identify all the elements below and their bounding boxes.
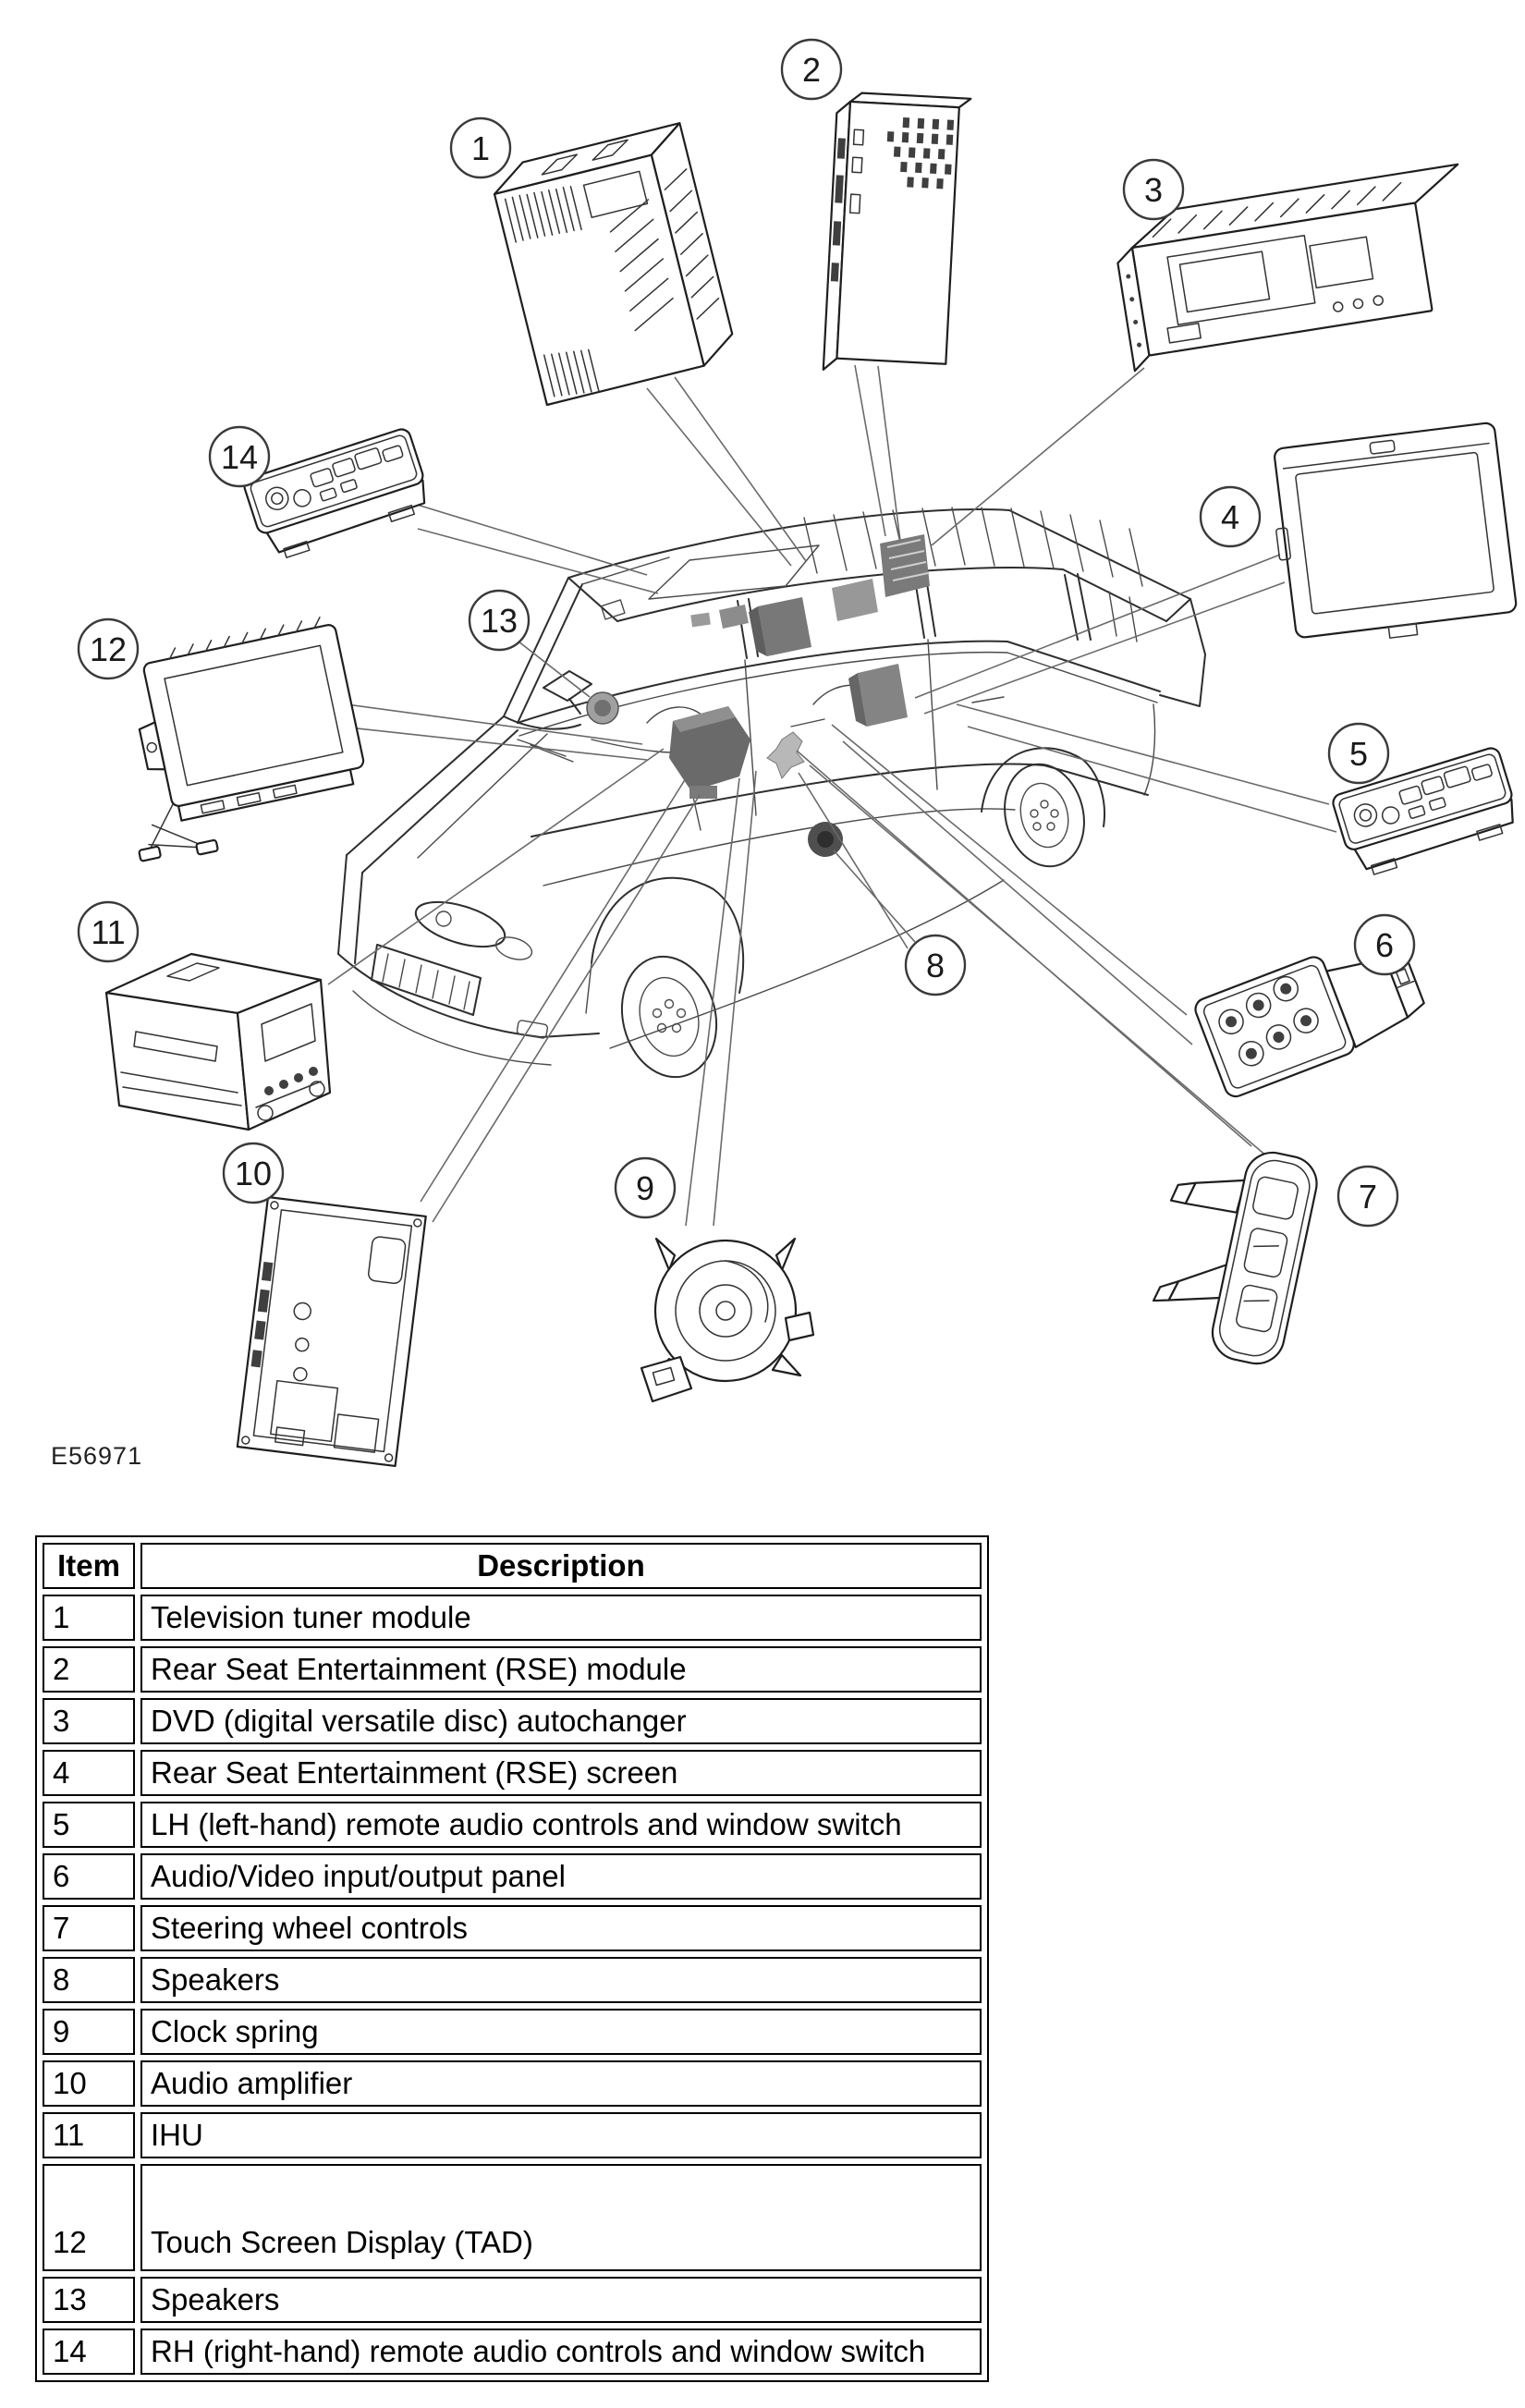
- table-row: [43, 1802, 982, 1848]
- rse-screen-illustration: [1266, 422, 1519, 651]
- description-cell: Steering wheel controls: [140, 1905, 982, 1951]
- callout-4: [1201, 487, 1260, 546]
- table-row: [43, 2112, 982, 2158]
- callout-1: [451, 118, 510, 177]
- svg-text:3: 3: [1143, 171, 1164, 209]
- description-cell: Television tuner module: [140, 1595, 982, 1641]
- callout-7: [1338, 1167, 1397, 1226]
- callout-3: [1124, 160, 1183, 219]
- table-row: [43, 1646, 982, 1693]
- item-cell: 12: [43, 2164, 135, 2271]
- table-header-row: [43, 1543, 982, 1589]
- column-header-description: Description: [140, 1543, 982, 1589]
- svg-text:7: 7: [1358, 1178, 1378, 1216]
- svg-text:9: 9: [635, 1169, 655, 1207]
- table-row: [43, 1853, 982, 1900]
- item-description-table: [35, 1535, 989, 2382]
- table-row: [43, 2060, 982, 2107]
- touch-screen-display-illustration: [99, 615, 375, 867]
- callout-10: [224, 1143, 283, 1203]
- speakers-in-vehicle: [587, 534, 930, 857]
- item-cell: 9: [43, 2009, 135, 2055]
- callout-8: [906, 935, 965, 995]
- description-cell: LH (left-hand) remote audio controls and window switch: [140, 1802, 982, 1848]
- svg-text:8: 8: [925, 947, 946, 984]
- leader-lines: [328, 365, 1336, 1226]
- table-row: [43, 2277, 982, 2323]
- description-cell: Touch Screen Display (TAD): [140, 2164, 982, 2271]
- tv-tuner-module-illustration: [489, 123, 738, 405]
- table-row: [43, 1957, 982, 2003]
- callout-13: [470, 591, 529, 650]
- callout-14: [210, 427, 269, 486]
- clock-spring-illustration: [641, 1239, 813, 1401]
- pillar-speaker-front: [758, 597, 811, 656]
- table-row: [43, 1698, 982, 1744]
- item-cell: 4: [43, 1750, 135, 1796]
- item-cell: 7: [43, 1905, 135, 1951]
- item-cell: 3: [43, 1698, 135, 1744]
- description-cell: Rear Seat Entertainment (RSE) module: [140, 1646, 982, 1693]
- table-row: [43, 2009, 982, 2055]
- svg-text:6: 6: [1374, 926, 1395, 964]
- item-cell: 2: [43, 1646, 135, 1693]
- steering-column-clockspring-location: [767, 732, 804, 778]
- description-cell: DVD (digital versatile disc) autochanger: [140, 1698, 982, 1744]
- callout-11: [79, 902, 138, 961]
- vehicle-illustration: [338, 507, 1205, 1087]
- description-cell: Audio amplifier: [140, 2060, 982, 2107]
- svg-text:5: 5: [1348, 735, 1369, 773]
- item-cell: 5: [43, 1802, 135, 1848]
- svg-text:11: 11: [91, 913, 126, 951]
- table-row: [43, 2164, 982, 2271]
- item-cell: 14: [43, 2329, 135, 2375]
- svg-text:13: 13: [480, 602, 518, 640]
- item-cell: 6: [43, 1853, 135, 1900]
- description-cell: Rear Seat Entertainment (RSE) screen: [140, 1750, 982, 1796]
- description-cell: Speakers: [140, 1957, 982, 2003]
- roof-speaker-small: [690, 613, 711, 628]
- table-row: [43, 1595, 982, 1641]
- header-speaker: [719, 605, 749, 629]
- ihu-illustration: [106, 954, 330, 1130]
- callout-9: [616, 1158, 675, 1217]
- column-header-item: Item: [43, 1543, 135, 1589]
- svg-text:2: 2: [801, 51, 822, 89]
- table-row: [43, 1905, 982, 1951]
- svg-text:14: 14: [220, 438, 259, 476]
- rse-module-illustration: [824, 92, 971, 376]
- description-cell: Audio/Video input/output panel: [140, 1853, 982, 1900]
- item-cell: 11: [43, 2112, 135, 2158]
- figure-reference-code: E56971: [51, 1442, 143, 1470]
- svg-text:4: 4: [1220, 498, 1240, 536]
- steering-wheel-controls-illustration: [1141, 1133, 1322, 1368]
- audio-amplifier-illustration: [238, 1197, 426, 1466]
- description-cell: RH (right-hand) remote audio controls and window switch: [140, 2329, 982, 2375]
- description-cell: Clock spring: [140, 2009, 982, 2055]
- svg-text:12: 12: [89, 630, 128, 668]
- callout-2: [782, 40, 841, 99]
- item-cell: 8: [43, 1957, 135, 2003]
- table-row: [43, 1750, 982, 1796]
- callout-6: [1355, 915, 1414, 974]
- rh-remote-audio-controls-illustration: [242, 427, 434, 563]
- roof-speaker: [832, 579, 878, 621]
- description-cell: IHU: [140, 2112, 982, 2158]
- svg-text:10: 10: [234, 1155, 273, 1192]
- item-cell: 10: [43, 2060, 135, 2107]
- item-cell: 13: [43, 2277, 135, 2323]
- svg-text:1: 1: [470, 129, 491, 167]
- description-cell: Speakers: [140, 2277, 982, 2323]
- callout-12: [79, 619, 138, 678]
- callout-5: [1329, 724, 1388, 783]
- table-row: [43, 2329, 982, 2375]
- item-cell: 1: [43, 1595, 135, 1641]
